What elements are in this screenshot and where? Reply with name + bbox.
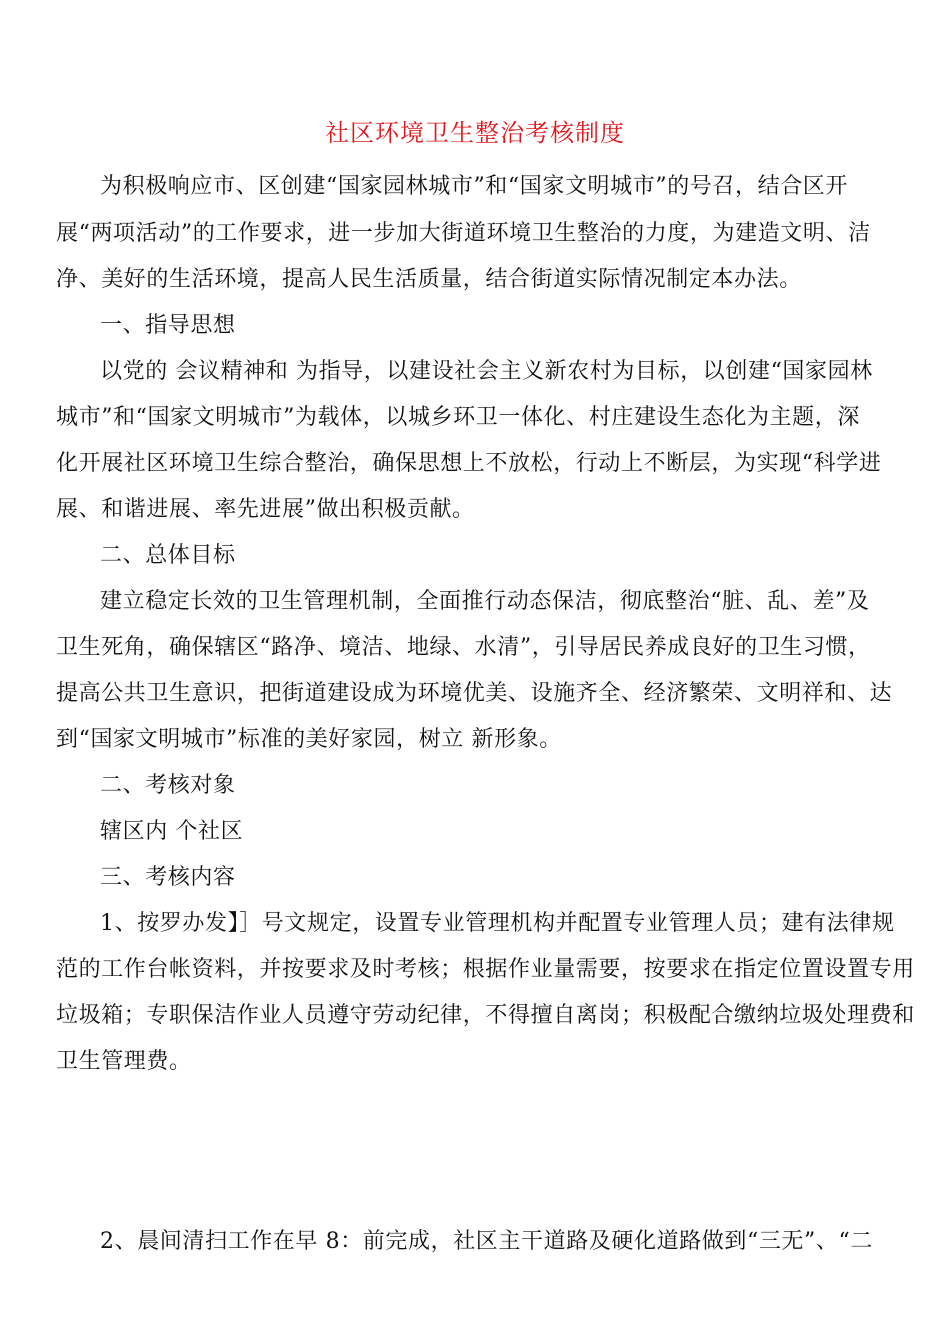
- section-heading: 二、总体目标: [100, 543, 236, 568]
- section-heading: 一、指导思想: [100, 313, 236, 338]
- paragraph-line: 为积极响应市、区创建“国家园林城市”和“国家文明城市”的号召，结合区开: [100, 174, 848, 199]
- paragraph-line: 展“两项活动”的工作要求，进一步加大街道环境卫生整治的力度，为建造文明、洁: [56, 221, 871, 246]
- paragraph-line: 范的工作台帐资料，并按要求及时考核；根据作业量需要，按要求在指定位置设置专用: [56, 957, 915, 982]
- section-heading: 二、考核对象: [100, 773, 236, 798]
- paragraph-line: 1、按罗办发】］号文规定，设置专业管理机构并配置专业管理人员；建有法律规: [100, 911, 895, 936]
- paragraph-line: 卫生死角，确保辖区“路净、境洁、地绿、水清”，引导居民养成良好的卫生习惯，: [56, 635, 871, 660]
- paragraph-line: 提高公共卫生意识，把街道建设成为环境优美、设施齐全、经济繁荣、文明祥和、达: [56, 681, 893, 706]
- paragraph-line: 化开展社区环境卫生综合整治，确保思想上不放松，行动上不断层，为实现“科学进: [56, 451, 882, 476]
- paragraph-line: 到“国家文明城市”标准的美好家园，树立 新形象。: [56, 727, 562, 752]
- paragraph-line: 展、和谐进展、率先进展”做出积极贡献。: [56, 497, 475, 522]
- paragraph-line: 辖区内 个社区: [100, 819, 244, 844]
- paragraph-line: 城市”和“国家文明城市”为载体，以城乡环卫一体化、村庄建设生态化为主题，深: [56, 405, 860, 430]
- document-title: 社区环境卫生整治考核制度: [325, 119, 625, 147]
- paragraph-line: 以党的 会议精神和 为指导，以建设社会主义新农村为目标，以创建“国家园林: [100, 359, 873, 384]
- paragraph-line: 卫生管理费。: [56, 1049, 192, 1074]
- paragraph-line: 净、美好的生活环境，提高人民生活质量，结合街道实际情况制定本办法。: [56, 267, 802, 292]
- paragraph-line: 垃圾箱；专职保洁作业人员遵守劳动纪律，不得擅自离岗；积极配合缴纳垃圾处理费和: [56, 1003, 915, 1028]
- section-heading: 三、考核内容: [100, 865, 236, 890]
- paragraph-line: 2、晨间清扫工作在早 8：前完成，社区主干道路及硬化道路做到“三无”、“二: [100, 1229, 873, 1254]
- paragraph-line: 建立稳定长效的卫生管理机制，全面推行动态保洁，彻底整治“脏、乱、差”及: [100, 589, 870, 614]
